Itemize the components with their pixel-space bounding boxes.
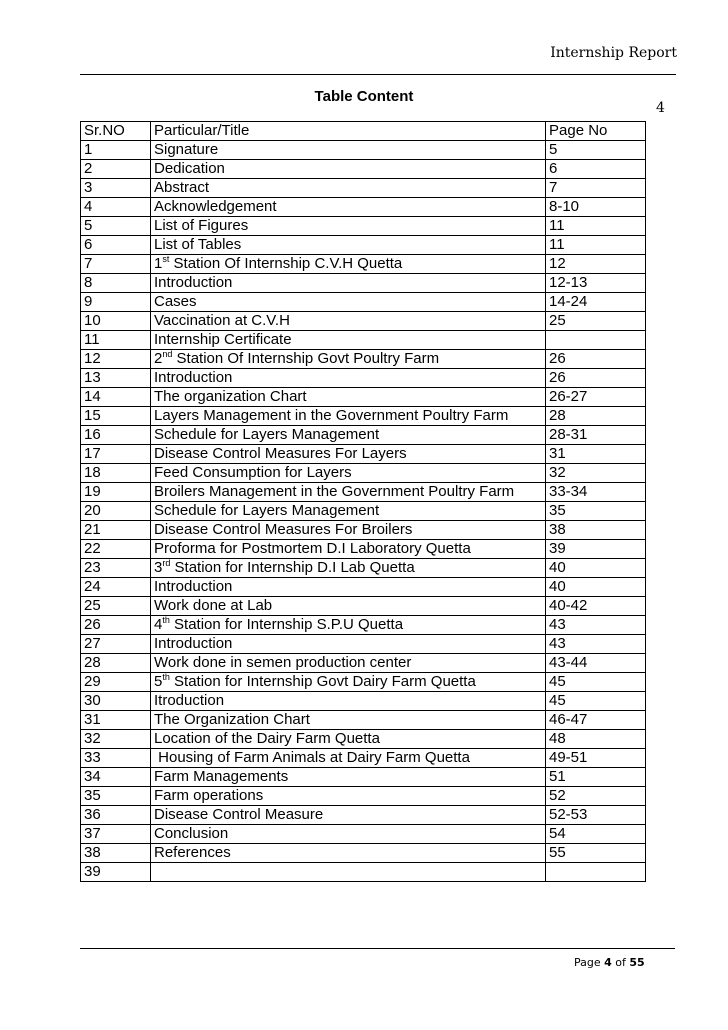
row-title	[151, 711, 546, 730]
row-page: 6	[546, 160, 646, 179]
row-title-text: Broilers Management in the Government Poultry Farm	[154, 483, 515, 500]
row-title-text: Itroduction	[154, 692, 225, 709]
row-title	[151, 407, 546, 426]
row-title-ordinal: 2	[154, 350, 163, 367]
row-page: 12-13	[546, 274, 646, 293]
row-title-text: List of Tables	[154, 236, 242, 253]
row-title	[151, 616, 546, 635]
row-page	[546, 331, 646, 350]
table-row	[81, 502, 646, 521]
row-title-text: Station Of Internship C.V.H Quetta	[169, 255, 403, 272]
row-page: 38	[546, 521, 646, 540]
row-title-ordinal-suffix: rd	[162, 558, 171, 568]
row-number: 25	[81, 597, 151, 616]
row-page: 45	[546, 673, 646, 692]
row-number: 33	[81, 749, 151, 768]
table-row	[81, 578, 646, 597]
row-number: 16	[81, 426, 151, 445]
row-title	[151, 331, 546, 350]
table-row	[81, 331, 646, 350]
row-page: 40-42	[546, 597, 646, 616]
row-number: 10	[81, 312, 151, 331]
row-title	[151, 236, 546, 255]
row-title	[151, 635, 546, 654]
row-title	[151, 863, 546, 882]
table-row	[81, 787, 646, 806]
row-number: 34	[81, 768, 151, 787]
column-header-page: Page No	[546, 122, 646, 141]
row-page: 25	[546, 312, 646, 331]
row-number: 2	[81, 160, 151, 179]
row-page: 52-53	[546, 806, 646, 825]
row-title-text: Housing of Farm Animals at Dairy Farm Quetta	[154, 749, 470, 766]
row-title-text: Disease Control Measures For Broilers	[154, 521, 413, 538]
row-title-ordinal-suffix: th	[162, 672, 170, 682]
row-page: 54	[546, 825, 646, 844]
table-row	[81, 445, 646, 464]
row-title-ordinal: 1	[154, 255, 163, 272]
table-row	[81, 198, 646, 217]
row-title	[151, 730, 546, 749]
row-title-text: Introduction	[154, 578, 233, 595]
row-title	[151, 521, 546, 540]
footer-prefix: Page	[574, 956, 601, 969]
row-page: 33-34	[546, 483, 646, 502]
row-title	[151, 198, 546, 217]
row-title-text: Schedule for Layers Management	[154, 426, 380, 443]
row-number: 23	[81, 559, 151, 578]
row-number: 13	[81, 369, 151, 388]
table-row	[81, 635, 646, 654]
row-page: 55	[546, 844, 646, 863]
row-page: 45	[546, 692, 646, 711]
row-title-text: Acknowledgement	[154, 198, 277, 215]
row-title	[151, 749, 546, 768]
row-number: 26	[81, 616, 151, 635]
row-title	[151, 559, 546, 578]
row-title	[151, 692, 546, 711]
table-row	[81, 616, 646, 635]
row-title-text: Introduction	[154, 274, 233, 291]
row-page: 40	[546, 578, 646, 597]
row-title-text: Dedication	[154, 160, 225, 177]
row-page: 7	[546, 179, 646, 198]
row-title-text: Farm operations	[154, 787, 264, 804]
table-row	[81, 255, 646, 274]
row-title-text: Station for Internship Govt Dairy Farm Quetta	[169, 673, 476, 690]
header-rule	[80, 74, 676, 75]
row-page: 14-24	[546, 293, 646, 312]
table-row	[81, 217, 646, 236]
row-title-text: The Organization Chart	[154, 711, 310, 728]
row-page: 43	[546, 616, 646, 635]
row-title-text: The organization Chart	[154, 388, 307, 405]
side-page-number: 4	[656, 100, 665, 116]
row-title	[151, 483, 546, 502]
row-page: 26	[546, 350, 646, 369]
row-page: 8-10	[546, 198, 646, 217]
row-number: 36	[81, 806, 151, 825]
row-title-text: Location of the Dairy Farm Quetta	[154, 730, 380, 747]
row-number: 1	[81, 141, 151, 160]
page-footer	[574, 956, 645, 969]
row-title	[151, 179, 546, 198]
table-row	[81, 350, 646, 369]
row-page	[546, 863, 646, 882]
row-title	[151, 141, 546, 160]
row-title-text: Cases	[154, 293, 197, 310]
row-number: 27	[81, 635, 151, 654]
row-title	[151, 274, 546, 293]
row-number: 22	[81, 540, 151, 559]
row-title	[151, 768, 546, 787]
row-title-ordinal: 3	[154, 559, 163, 576]
table-row	[81, 483, 646, 502]
table-row	[81, 388, 646, 407]
table-row	[81, 806, 646, 825]
row-title-text: Signature	[154, 141, 219, 158]
row-number: 32	[81, 730, 151, 749]
row-title-text: Station for Internship D.I Lab Quetta	[170, 559, 415, 576]
row-page: 5	[546, 141, 646, 160]
row-page: 52	[546, 787, 646, 806]
footer-total-pages: 55	[629, 956, 645, 969]
row-number: 17	[81, 445, 151, 464]
row-title-text: Introduction	[154, 369, 233, 386]
row-page: 39	[546, 540, 646, 559]
table-row	[81, 293, 646, 312]
row-title-text: Abstract	[154, 179, 210, 196]
row-number: 31	[81, 711, 151, 730]
row-number: 28	[81, 654, 151, 673]
toc-table	[80, 121, 646, 882]
footer-rule	[80, 948, 675, 949]
row-page: 11	[546, 236, 646, 255]
table-row	[81, 863, 646, 882]
row-number: 19	[81, 483, 151, 502]
row-title-text: Introduction	[154, 635, 233, 652]
row-title	[151, 673, 546, 692]
row-page: 26-27	[546, 388, 646, 407]
row-page: 49-51	[546, 749, 646, 768]
row-title	[151, 825, 546, 844]
footer-current-page: 4	[604, 956, 612, 969]
table-row	[81, 540, 646, 559]
row-title-text: Work done in semen production center	[154, 654, 412, 671]
table-row	[81, 844, 646, 863]
row-title	[151, 255, 546, 274]
row-title-text: Feed Consumption for Layers	[154, 464, 352, 481]
table-row	[81, 692, 646, 711]
row-number: 35	[81, 787, 151, 806]
row-title-text: Schedule for Layers Management	[154, 502, 380, 519]
toc-title-text: Table Content	[314, 88, 414, 105]
row-title	[151, 160, 546, 179]
table-row	[81, 730, 646, 749]
row-page: 43	[546, 635, 646, 654]
row-title-text: Disease Control Measures For Layers	[154, 445, 407, 462]
row-number: 8	[81, 274, 151, 293]
row-title-text: List of Figures	[154, 217, 249, 234]
row-title	[151, 578, 546, 597]
table-row	[81, 768, 646, 787]
row-number: 29	[81, 673, 151, 692]
row-title	[151, 654, 546, 673]
table-row	[81, 369, 646, 388]
row-title-text: Disease Control Measure	[154, 806, 324, 823]
row-number: 20	[81, 502, 151, 521]
row-title	[151, 445, 546, 464]
row-title	[151, 350, 546, 369]
table-row	[81, 597, 646, 616]
row-number: 15	[81, 407, 151, 426]
row-number: 24	[81, 578, 151, 597]
table-row	[81, 521, 646, 540]
row-number: 9	[81, 293, 151, 312]
row-title	[151, 293, 546, 312]
table-row	[81, 559, 646, 578]
row-page: 31	[546, 445, 646, 464]
table-row	[81, 711, 646, 730]
row-title	[151, 540, 546, 559]
row-title	[151, 806, 546, 825]
row-page: 28	[546, 407, 646, 426]
table-row	[81, 407, 646, 426]
row-title-text: References	[154, 844, 231, 861]
row-page: 28-31	[546, 426, 646, 445]
column-header-title: Particular/Title	[151, 122, 546, 141]
running-header: Internship Report	[550, 45, 677, 61]
footer-of: of	[615, 956, 626, 969]
row-page: 43-44	[546, 654, 646, 673]
table-row	[81, 274, 646, 293]
row-number: 38	[81, 844, 151, 863]
row-title	[151, 787, 546, 806]
row-page: 12	[546, 255, 646, 274]
table-row	[81, 654, 646, 673]
row-number: 7	[81, 255, 151, 274]
row-number: 6	[81, 236, 151, 255]
row-number: 3	[81, 179, 151, 198]
row-title-text: Proforma for Postmortem D.I Laboratory Quetta	[154, 540, 471, 557]
row-title	[151, 369, 546, 388]
row-page: 26	[546, 369, 646, 388]
row-title	[151, 217, 546, 236]
row-number: 18	[81, 464, 151, 483]
row-number: 11	[81, 331, 151, 350]
row-number: 12	[81, 350, 151, 369]
row-number: 5	[81, 217, 151, 236]
row-page: 46-47	[546, 711, 646, 730]
row-title	[151, 426, 546, 445]
table-row	[81, 141, 646, 160]
table-row	[81, 825, 646, 844]
row-title-text: Station Of Internship Govt Poultry Farm	[172, 350, 440, 367]
row-page: 11	[546, 217, 646, 236]
row-number: 21	[81, 521, 151, 540]
row-title-ordinal: 4	[154, 616, 163, 633]
table-row	[81, 673, 646, 692]
row-page: 32	[546, 464, 646, 483]
row-title-text: Farm Managements	[154, 768, 289, 785]
table-row	[81, 236, 646, 255]
row-title-ordinal: 5	[154, 673, 163, 690]
table-row	[81, 160, 646, 179]
row-title-ordinal-suffix: nd	[162, 349, 173, 359]
row-title-ordinal-suffix: st	[162, 254, 170, 264]
row-title	[151, 388, 546, 407]
column-header-srno: Sr.NO	[81, 122, 151, 141]
toc-title	[0, 88, 728, 105]
row-page: 51	[546, 768, 646, 787]
table-row	[81, 426, 646, 445]
table-row	[81, 179, 646, 198]
row-title	[151, 502, 546, 521]
table-row	[81, 749, 646, 768]
row-title	[151, 464, 546, 483]
row-number: 4	[81, 198, 151, 217]
row-title	[151, 312, 546, 331]
row-number: 39	[81, 863, 151, 882]
table-header-row	[81, 122, 646, 141]
row-page: 40	[546, 559, 646, 578]
row-title-text: Internship Certificate	[154, 331, 292, 348]
row-title-text: Vaccination at C.V.H	[154, 312, 290, 329]
row-title-text: Conclusion	[154, 825, 229, 842]
row-title-ordinal-suffix: th	[162, 615, 170, 625]
row-title	[151, 844, 546, 863]
row-page: 35	[546, 502, 646, 521]
table-row	[81, 464, 646, 483]
row-number: 14	[81, 388, 151, 407]
table-row	[81, 312, 646, 331]
row-title	[151, 597, 546, 616]
row-title-text: Station for Internship S.P.U Quetta	[169, 616, 404, 633]
row-title-text: Layers Management in the Government Poultry Farm	[154, 407, 509, 424]
row-number: 37	[81, 825, 151, 844]
row-number: 30	[81, 692, 151, 711]
row-page: 48	[546, 730, 646, 749]
row-title-text: Work done at Lab	[154, 597, 273, 614]
